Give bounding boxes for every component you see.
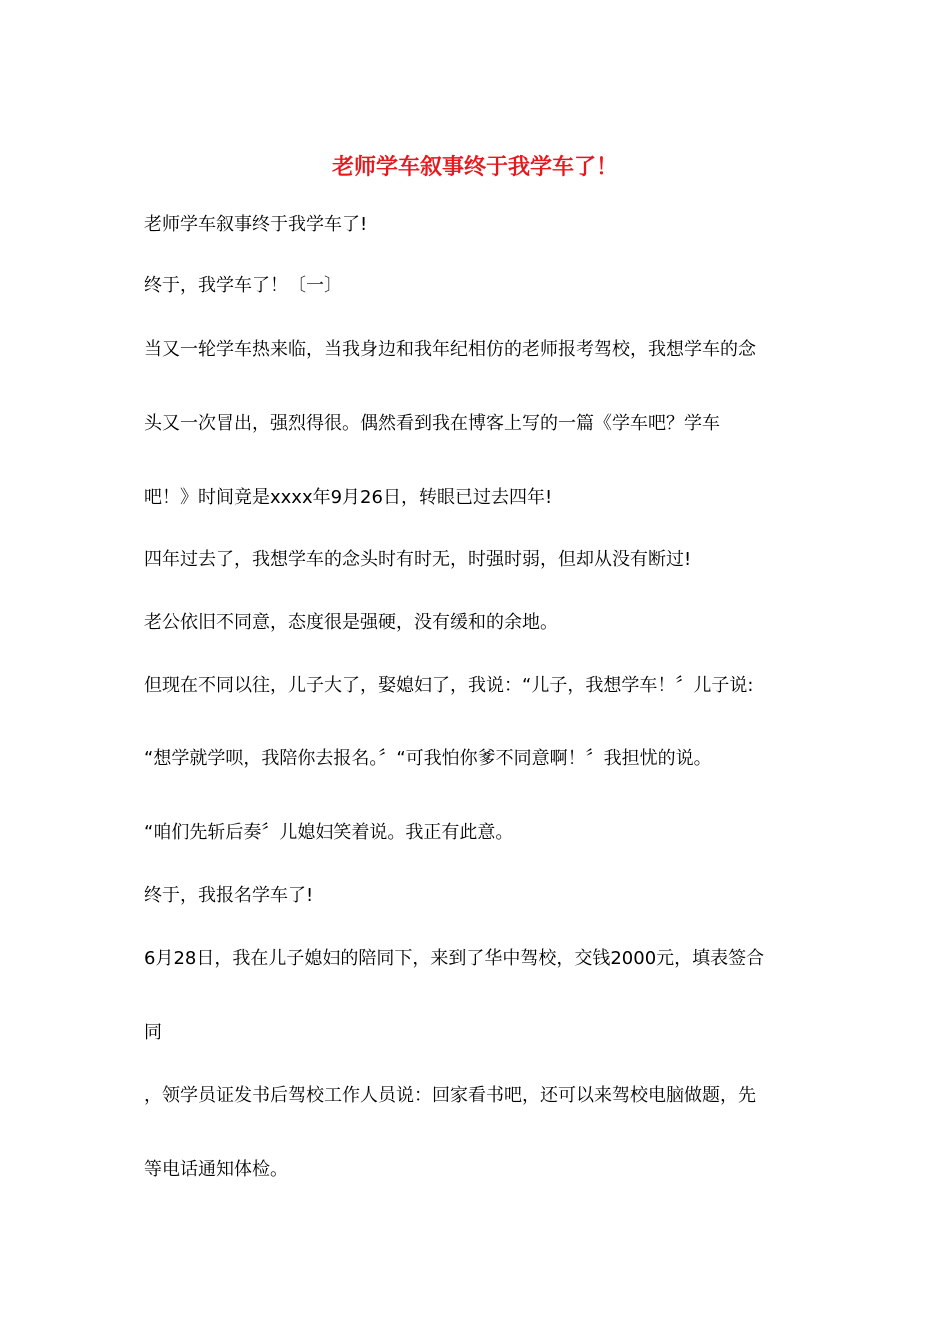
paragraph-line-9: “想学就学呗，我陪你去报名。〞“可我怕你爹不同意啊！〞我担忧的说。 xyxy=(144,748,712,769)
document-title: 老师学车叙事终于我学车了！ xyxy=(331,154,618,180)
paragraph-line-15: 等电话通知体检。 xyxy=(144,1159,288,1180)
paragraph-line-14: ，领学员证发书后驾校工作人员说：回家看书吧，还可以来驾校电脑做题，先 xyxy=(144,1085,756,1106)
paragraph-line-7: 老公依旧不同意，态度很是强硬，没有缓和的余地。 xyxy=(144,612,558,633)
paragraph-line-8: 但现在不同以往，儿子大了，娶媳妇了，我说：“儿子，我想学车！〞儿子说: xyxy=(144,675,754,696)
paragraph-line-11: 终于，我报名学车了! xyxy=(144,885,314,906)
paragraph-line-5: 吧！》时间竟是xxxx年9月26日，转眼已过去四年! xyxy=(144,487,553,508)
paragraph-line-12: 6月28日，我在儿子媳妇的陪同下，来到了华中驾校，交钱2000元，填表签合 xyxy=(144,948,765,969)
paragraph-line-4: 头又一次冒出，强烈得很。偶然看到我在博客上写的一篇《学车吧？学车 xyxy=(144,413,720,434)
paragraph-line-13: 同 xyxy=(144,1022,162,1043)
paragraph-line-6: 四年过去了，我想学车的念头时有时无，时强时弱，但却从没有断过! xyxy=(144,549,692,570)
paragraph-line-1: 老师学车叙事终于我学车了! xyxy=(144,214,368,235)
paragraph-line-3: 当又一轮学车热来临，当我身边和我年纪相仿的老师报考驾校，我想学车的念 xyxy=(144,339,756,360)
paragraph-line-10: “咱们先斩后奏〞儿媳妇笑着说。我正有此意。 xyxy=(144,822,514,843)
paragraph-line-2: 终于，我学车了！〔一〕 xyxy=(144,275,342,296)
